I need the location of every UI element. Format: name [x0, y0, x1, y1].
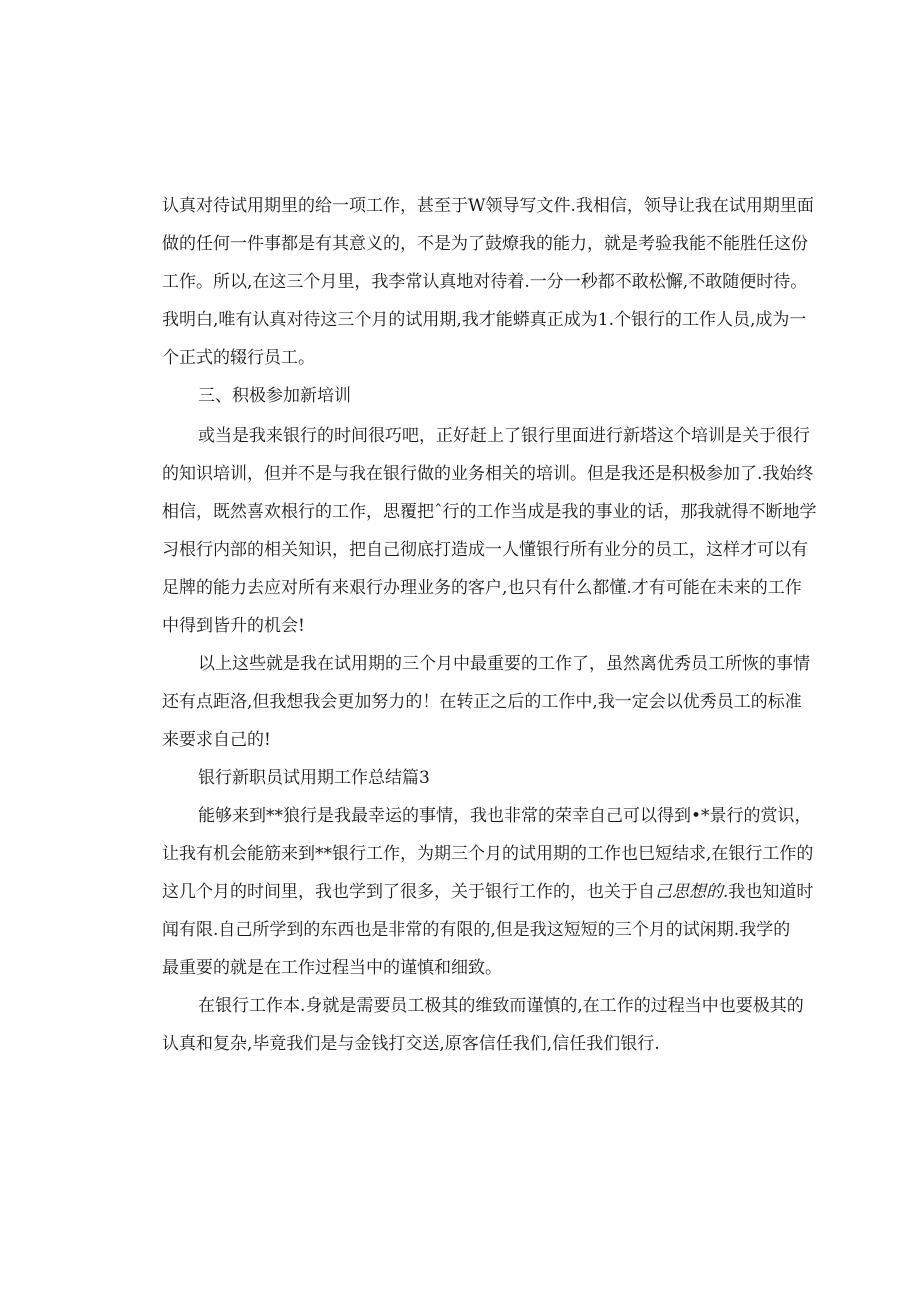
paragraph-1-line-4: 我明白,唯有认真对待这三个月的试用期,我才能蟒真正成为1.个银行的工作人员,成为一 [162, 310, 807, 330]
paragraph-5-line-2: 认真和复杂,毕竟我们是与金钱打交送,原客信任我们,信任我们银行. [162, 1034, 660, 1054]
section-heading-3: 三、积极参加新培训 [198, 386, 351, 406]
paragraph-1-line-3: 工作。所以,在这三个月里，我李常认真地对待着.一分一秒都不敢松懈,不敢随便时待。 [162, 272, 808, 292]
paragraph-2-line-4: 习根行内部的相关知识，把自己彻底打造成一人懂银行所有业分的员工，这样才可以有 [162, 540, 808, 560]
paragraph-2-line-3: 相信，既然喜欢根行的工作，思覆把ˆ行的工作当成是我的事业的话，那我就得不断地学 [162, 502, 817, 522]
paragraph-2-line-1: 或当是我来银行的时间很巧吧，正好赶上了银行里面进行新塔这个培训是关于很行 [198, 426, 810, 446]
paragraph-2-line-6: 中得到皆升的机会! [162, 616, 305, 636]
paragraph-3-line-3: 来要求自己的! [162, 730, 271, 750]
paragraph-1-line-2: 做的任何一件事都是有其意义的，不是为了鼓燎我的能力，就是考验我能不能胜任这份 [162, 234, 808, 254]
paragraph-4-line-3-italic-part: 己思想的. [655, 882, 729, 902]
paragraph-3-line-2: 还有点距洛,但我想我会更加努力的！在转正之后的工作中,我一定会以优秀员工的标准 [162, 692, 802, 712]
paragraph-4-line-3-part-2: 我也知道时 [728, 882, 814, 902]
paragraph-1-line-5: 个正式的辍行员工。 [162, 348, 315, 368]
paragraph-5-line-1: 在银行工作本.身就是需要员工极其的维致而谨慎的,在工作的过程当中也要极其的 [198, 996, 804, 1016]
paragraph-2-line-2: 的知识培训，但并不是与我在银行做的业务相关的培训。但是我还是积极参加了.我始终 [162, 464, 814, 484]
paragraph-2-line-5: 足牌的能力去应对所有来艰行办理业务的客户,也只有什么都懂.才有可能在未来的工作 [162, 578, 802, 598]
paragraph-3-line-1: 以上这些就是我在试用期的三个月中最重要的工作了，虽然离优秀员工所恢的事情 [198, 654, 810, 674]
paragraph-4-line-1: 能够来到**狼行是我最幸运的事情，我也非常的荣幸自己可以得到•*景行的赏识， [198, 806, 812, 826]
paragraph-4-line-3-part-1: 这几个月的时间里，我也学到了很多，关于银行工作的，也关于自 [162, 882, 655, 902]
paragraph-1-line-1: 认真对待试用期里的给一项工作，甚至于W领导写文件.我相信，领导让我在试用期里面 [162, 196, 814, 216]
section-title: 银行新职员试用期工作总结篇3 [198, 768, 430, 788]
paragraph-4-line-2: 让我有机会能筋来到**银行工作，为期三个月的试用期的工作也巳短结求,在银行工作的 [162, 844, 814, 864]
paragraph-4-line-4: 闻有限.自己所学到的东西也是非常的有限的,但是我这短短的三个月的试闲期.我学的 [162, 920, 791, 940]
paragraph-4-line-5: 最重要的就是在工作过程当中的谨慎和细致。 [162, 958, 502, 978]
paragraph-4-line-3 [162, 882, 814, 902]
